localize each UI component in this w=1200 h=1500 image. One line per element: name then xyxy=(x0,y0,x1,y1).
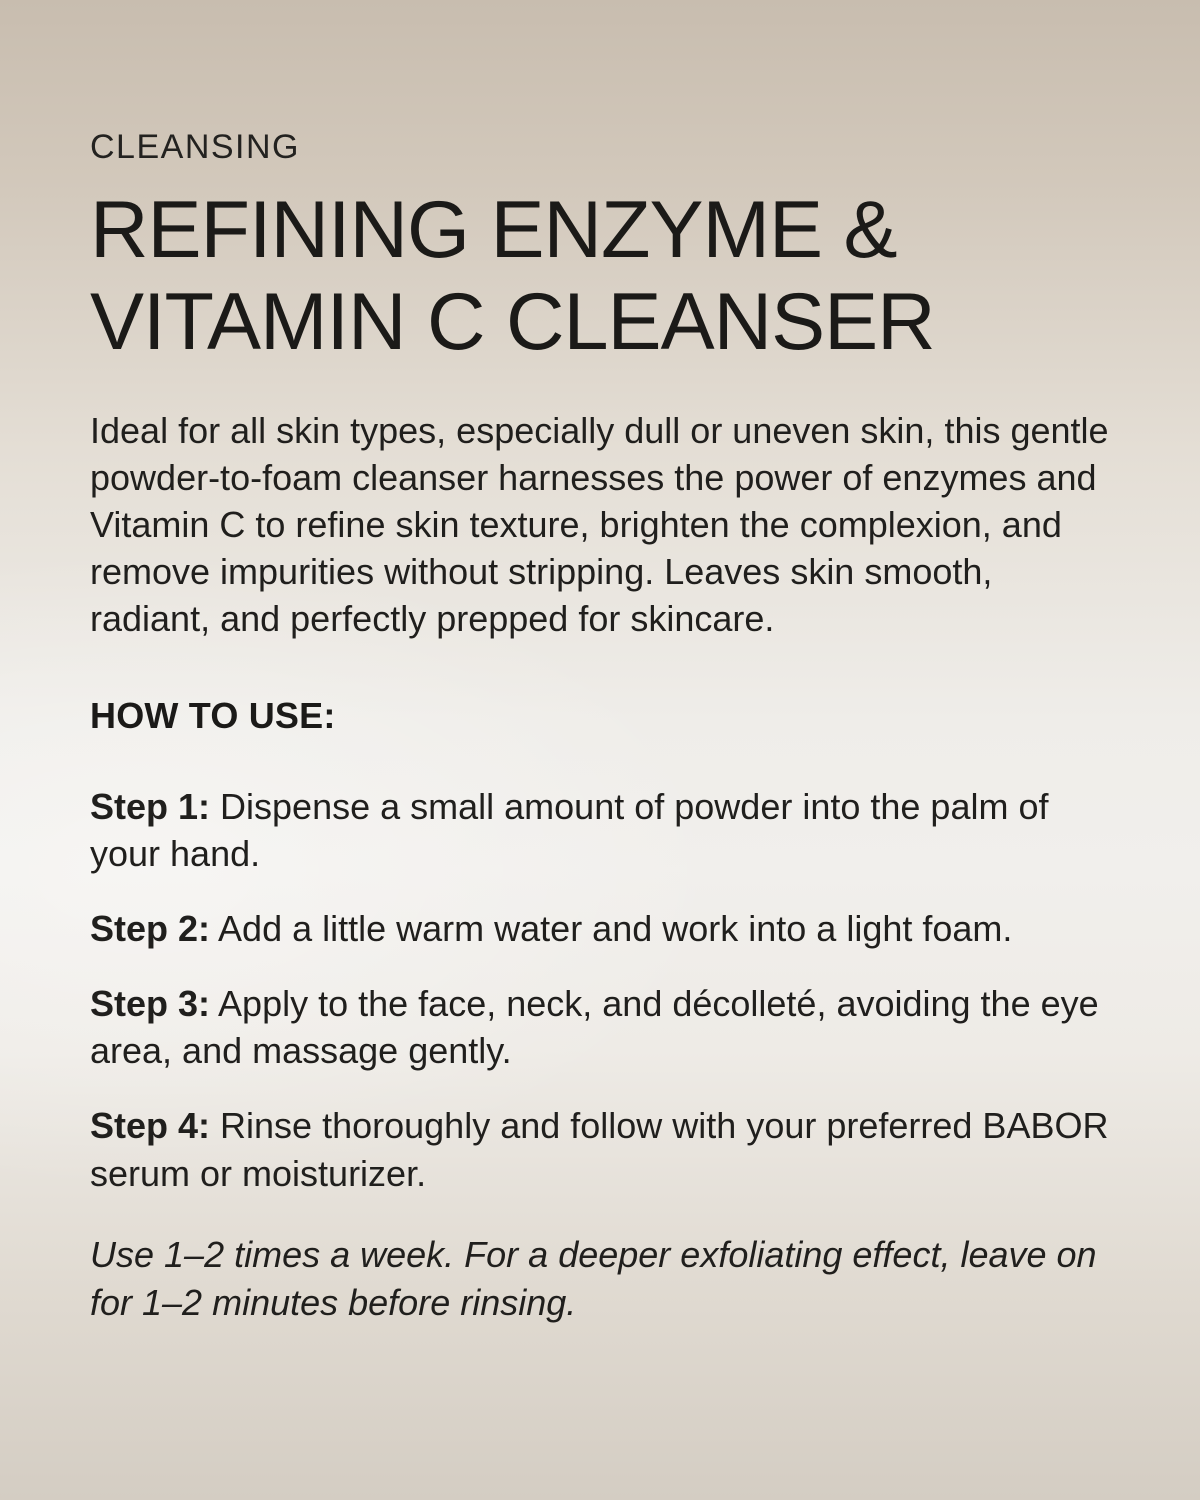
step-3 xyxy=(90,980,1114,1074)
step-1-text: Dispense a small amount of powder into the palm of your hand. xyxy=(90,785,1049,874)
step-4-label: Step 4: xyxy=(90,1105,211,1147)
step-1-label: Step 1: xyxy=(90,785,211,827)
usage-note: Use 1–2 times a week. For a deeper exfoliating effect, leave on for 1–2 minutes before rinsing. xyxy=(90,1233,1097,1323)
category-eyebrow: CLEANSING xyxy=(90,128,300,166)
content-column xyxy=(90,128,1114,1327)
step-4-text: Rinse thoroughly and follow with your preferred BABOR serum or moisturizer. xyxy=(90,1105,1109,1194)
product-title xyxy=(90,185,1114,369)
product-title-line-2: VITAMIN C CLEANSER xyxy=(90,276,935,367)
step-2 xyxy=(90,905,1114,952)
step-1 xyxy=(90,783,1114,877)
product-title-line-1: REFINING ENZYME & xyxy=(90,185,897,275)
how-to-use-heading: HOW TO USE: xyxy=(90,694,336,736)
step-2-text: Add a little warm water and work into a light foam. xyxy=(210,907,1013,949)
step-3-label: Step 3: xyxy=(90,983,211,1025)
step-3-text: Apply to the face, neck, and décolleté, avoiding the eye area, and massage gently. xyxy=(90,983,1099,1072)
step-2-label: Step 2: xyxy=(90,907,211,949)
step-4 xyxy=(90,1102,1114,1196)
product-description-text: Ideal for all skin types, especially dull or uneven skin, this gentle powder-to-foam cleanser harnesses the power of enzymes and Vitamin C to refine skin texture, brighten the complexion, and remove impurities without stripping. Leaves skin smooth, radiant, and perfectly prepped for skincare. xyxy=(90,409,1109,640)
